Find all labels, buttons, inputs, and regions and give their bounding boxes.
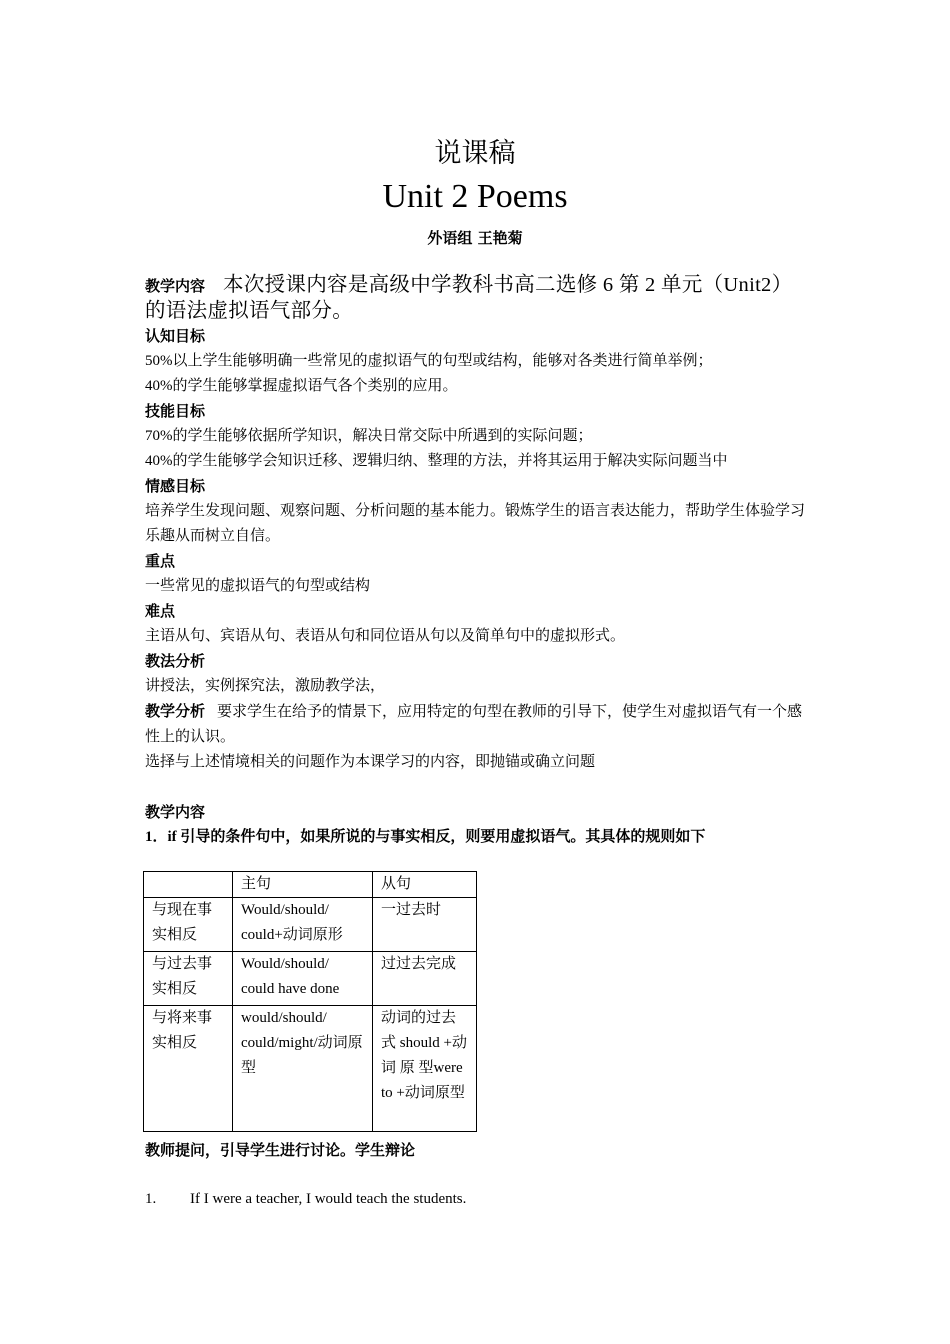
- skills-heading: 技能目标: [145, 402, 206, 420]
- spacer: [145, 775, 810, 800]
- discussion-heading: 教师提问，引导学生进行讨论。学生辩论: [145, 1141, 416, 1159]
- cognitive-line-2: 40%的学生能够掌握虚拟语气各个类别的应用。: [145, 378, 458, 394]
- row-label: 与现在事实相反: [144, 898, 233, 952]
- intro-text: 本次授课内容是高级中学教科书高二选修 6 第 2 单元（Unit2）的语法虚拟语气部分。: [145, 274, 793, 322]
- row-sub-clause: 动词的过去式 should +动 词 原 型were to +动词原型: [373, 1006, 477, 1132]
- author-line: 外语组 王艳菊: [427, 229, 523, 247]
- table-header-cell: [144, 872, 233, 898]
- method-text: 讲授法，实例探究法，激励教学法，: [145, 678, 386, 694]
- key-point-text: 一些常见的虚拟语气的句型或结构: [145, 578, 371, 594]
- analysis-text-2: 选择与上述情境相关的问题作为本课学习的内容，即抛锚或确立问题: [145, 754, 596, 770]
- example-number: 1.: [145, 1191, 157, 1207]
- table-row: [144, 952, 477, 1006]
- document-title-en: Unit 2 Poems: [382, 178, 568, 215]
- subjunctive-rules-table: [143, 871, 477, 1132]
- row-main-clause: would/should/ could/might/动词原型: [233, 1006, 373, 1132]
- content-heading: 教学内容: [145, 803, 206, 821]
- key-point-heading: 重点: [145, 552, 176, 570]
- row-main-clause: Would/should/ could have done: [233, 952, 373, 1006]
- example-sentence: [145, 1187, 466, 1212]
- table-row: [144, 1006, 477, 1132]
- method-heading: 教法分析: [145, 652, 206, 670]
- skills-line-2: 40%的学生能够学会知识迁移、逻辑归纳、整理的方法，并将其运用于解决实际问题当中: [145, 453, 728, 469]
- analysis-text: 要求学生在给予的情景下，应用特定的句型在教师的引导下，使学生对虚拟语气有一个感性上的认识。: [145, 704, 803, 745]
- table-header-cell: 主句: [233, 872, 373, 898]
- row-sub-clause: 一过去时: [373, 898, 477, 952]
- discussion-block: [145, 1138, 810, 1163]
- row-label: 与将来事实相反: [144, 1006, 233, 1132]
- intro-paragraph: [145, 273, 810, 324]
- difficulty-heading: 难点: [145, 602, 176, 620]
- row-main-clause: Would/should/ could+动词原形: [233, 898, 373, 952]
- table-header-cell: 从句: [373, 872, 477, 898]
- document-title-cn: 说课稿: [434, 138, 516, 168]
- example-text: If I were a teacher, I would teach the students.: [190, 1191, 467, 1207]
- skills-line-1: 70%的学生能够依据所学知识，解决日常交际中所遇到的实际问题；: [145, 428, 593, 444]
- emotion-text: 培养学生发现问题、观察问题、分析问题的基本能力。锻炼学生的语言表达能力，帮助学生体验学习乐趣从而树立自信。: [145, 503, 806, 544]
- row-label: 与过去事实相反: [144, 952, 233, 1006]
- cognitive-heading: 认知目标: [145, 327, 206, 345]
- analysis-paragraph: [145, 699, 810, 750]
- analysis-label: 教学分析: [145, 702, 206, 720]
- cognitive-line-1: 50%以上学生能够明确一些常见的虚拟语气的句型或结构，能够对各类进行简单举例；: [145, 353, 713, 369]
- lesson-body: [145, 273, 810, 850]
- table-row: [144, 898, 477, 952]
- content-rule: 1．if 引导的条件句中，如果所说的与事实相反，则要用虚拟语气。其具体的规则如下: [145, 829, 706, 845]
- difficulty-text: 主语从句、宾语从句、表语从句和同位语从句以及简单句中的虚拟形式。: [145, 628, 626, 644]
- row-sub-clause: 过过去完成: [373, 952, 477, 1006]
- table-header-row: [144, 872, 477, 898]
- intro-label: 教学内容: [145, 277, 206, 295]
- emotion-heading: 情感目标: [145, 477, 206, 495]
